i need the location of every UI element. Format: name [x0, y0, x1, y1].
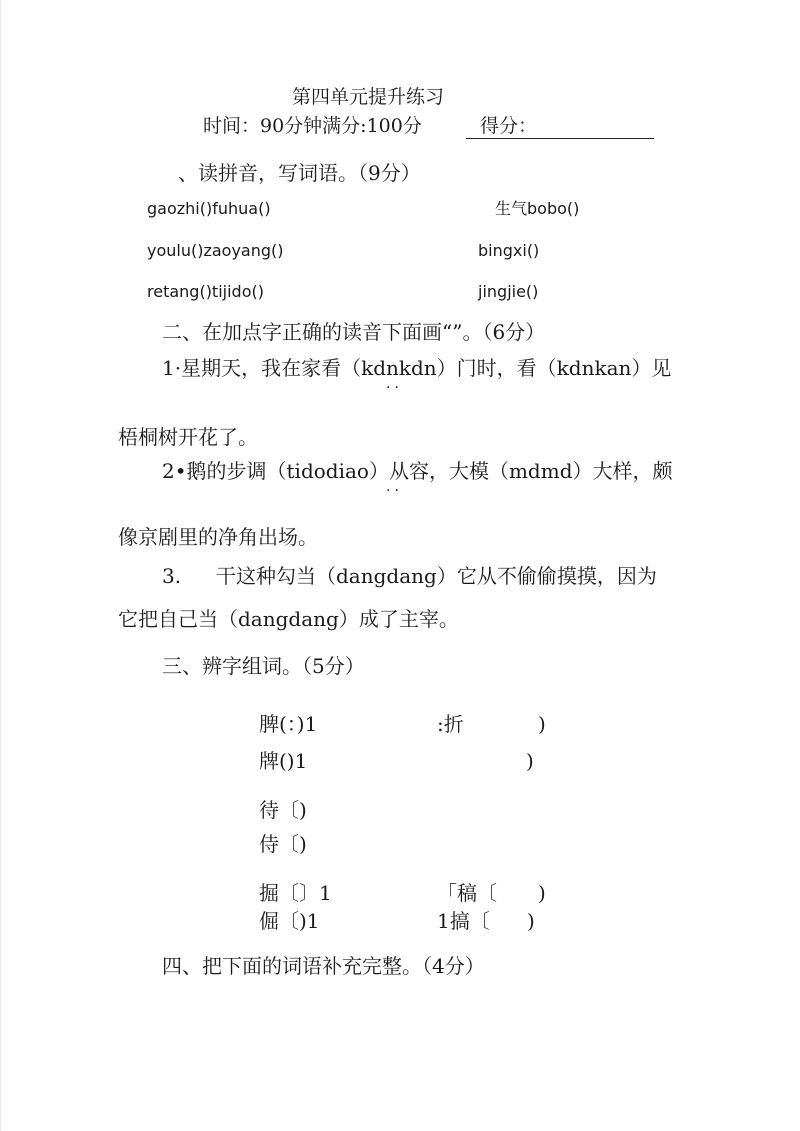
char-group-1a-right: :折	[437, 712, 464, 736]
char-group-3a-paren: )	[538, 881, 546, 905]
score-underline	[466, 138, 654, 139]
pinyin-row-2-right: bingxi()	[478, 241, 540, 260]
char-group-3a-right: 「稿〔	[437, 881, 497, 905]
pinyin-row-1-left: gaozhi()fuhua()	[147, 199, 271, 218]
question-1-line-1: 1·星期天，我在家看（kdnkdn）门时，看（kdnkan）见	[162, 356, 672, 380]
char-group-1a-paren: )	[538, 712, 546, 736]
char-group-2b: 侍〔)	[259, 832, 307, 856]
pinyin-row-3-left: retang()tijido()	[147, 282, 264, 301]
char-group-2a: 待〔)	[259, 798, 307, 822]
page-edge	[0, 0, 1, 1131]
section4-heading: 四、把下面的词语补充完整。（4分）	[162, 954, 485, 978]
pinyin-row-2-left: youlu()zaoyang()	[147, 241, 284, 260]
question-3-number: 3.	[162, 564, 182, 588]
pinyin-row-1-right: 生气bobo()	[495, 199, 580, 218]
char-group-1b-paren: )	[526, 749, 534, 773]
char-group-3a-left: 掘〔〕1	[259, 881, 332, 905]
question-1-line-2: 梧桐树开花了。	[118, 425, 258, 449]
question-2-line-1: 2•鹅的步调（tidodiao）从容，大模（mdmd）大样，颇	[162, 459, 673, 483]
score-label: 得分：	[480, 115, 538, 137]
char-group-1b-left: 牌()1	[259, 749, 308, 773]
page-title: 第四单元提升练习	[292, 86, 445, 108]
question-2-line-2: 像京剧里的净角出场。	[118, 525, 318, 549]
char-group-3b-right: 1搞〔	[437, 909, 490, 933]
emphasis-dots-2: ··	[386, 483, 403, 499]
section1-heading: 、读拼音，写词语。（9分）	[178, 161, 421, 185]
question-3-line-1: 干这种勾当（dangdang）它从不偷偷摸摸，因为	[216, 564, 657, 588]
char-group-3b-left: 倔〔)1	[259, 909, 320, 933]
exam-meta: 时间：90分钟满分:100分	[203, 115, 422, 137]
section2-heading: 二、在加点字正确的读音下面画“”。（6分）	[162, 320, 546, 344]
question-3-line-2: 它把自己当（dangdang）成了主宰。	[118, 607, 459, 631]
emphasis-dots-1: ··	[386, 380, 403, 396]
char-group-3b-paren: )	[527, 909, 535, 933]
char-group-1a-left: 脾(：)1	[259, 712, 318, 736]
pinyin-row-3-right: jingjie()	[478, 282, 539, 301]
section3-heading: 三、辨字组词。（5分）	[162, 654, 365, 678]
